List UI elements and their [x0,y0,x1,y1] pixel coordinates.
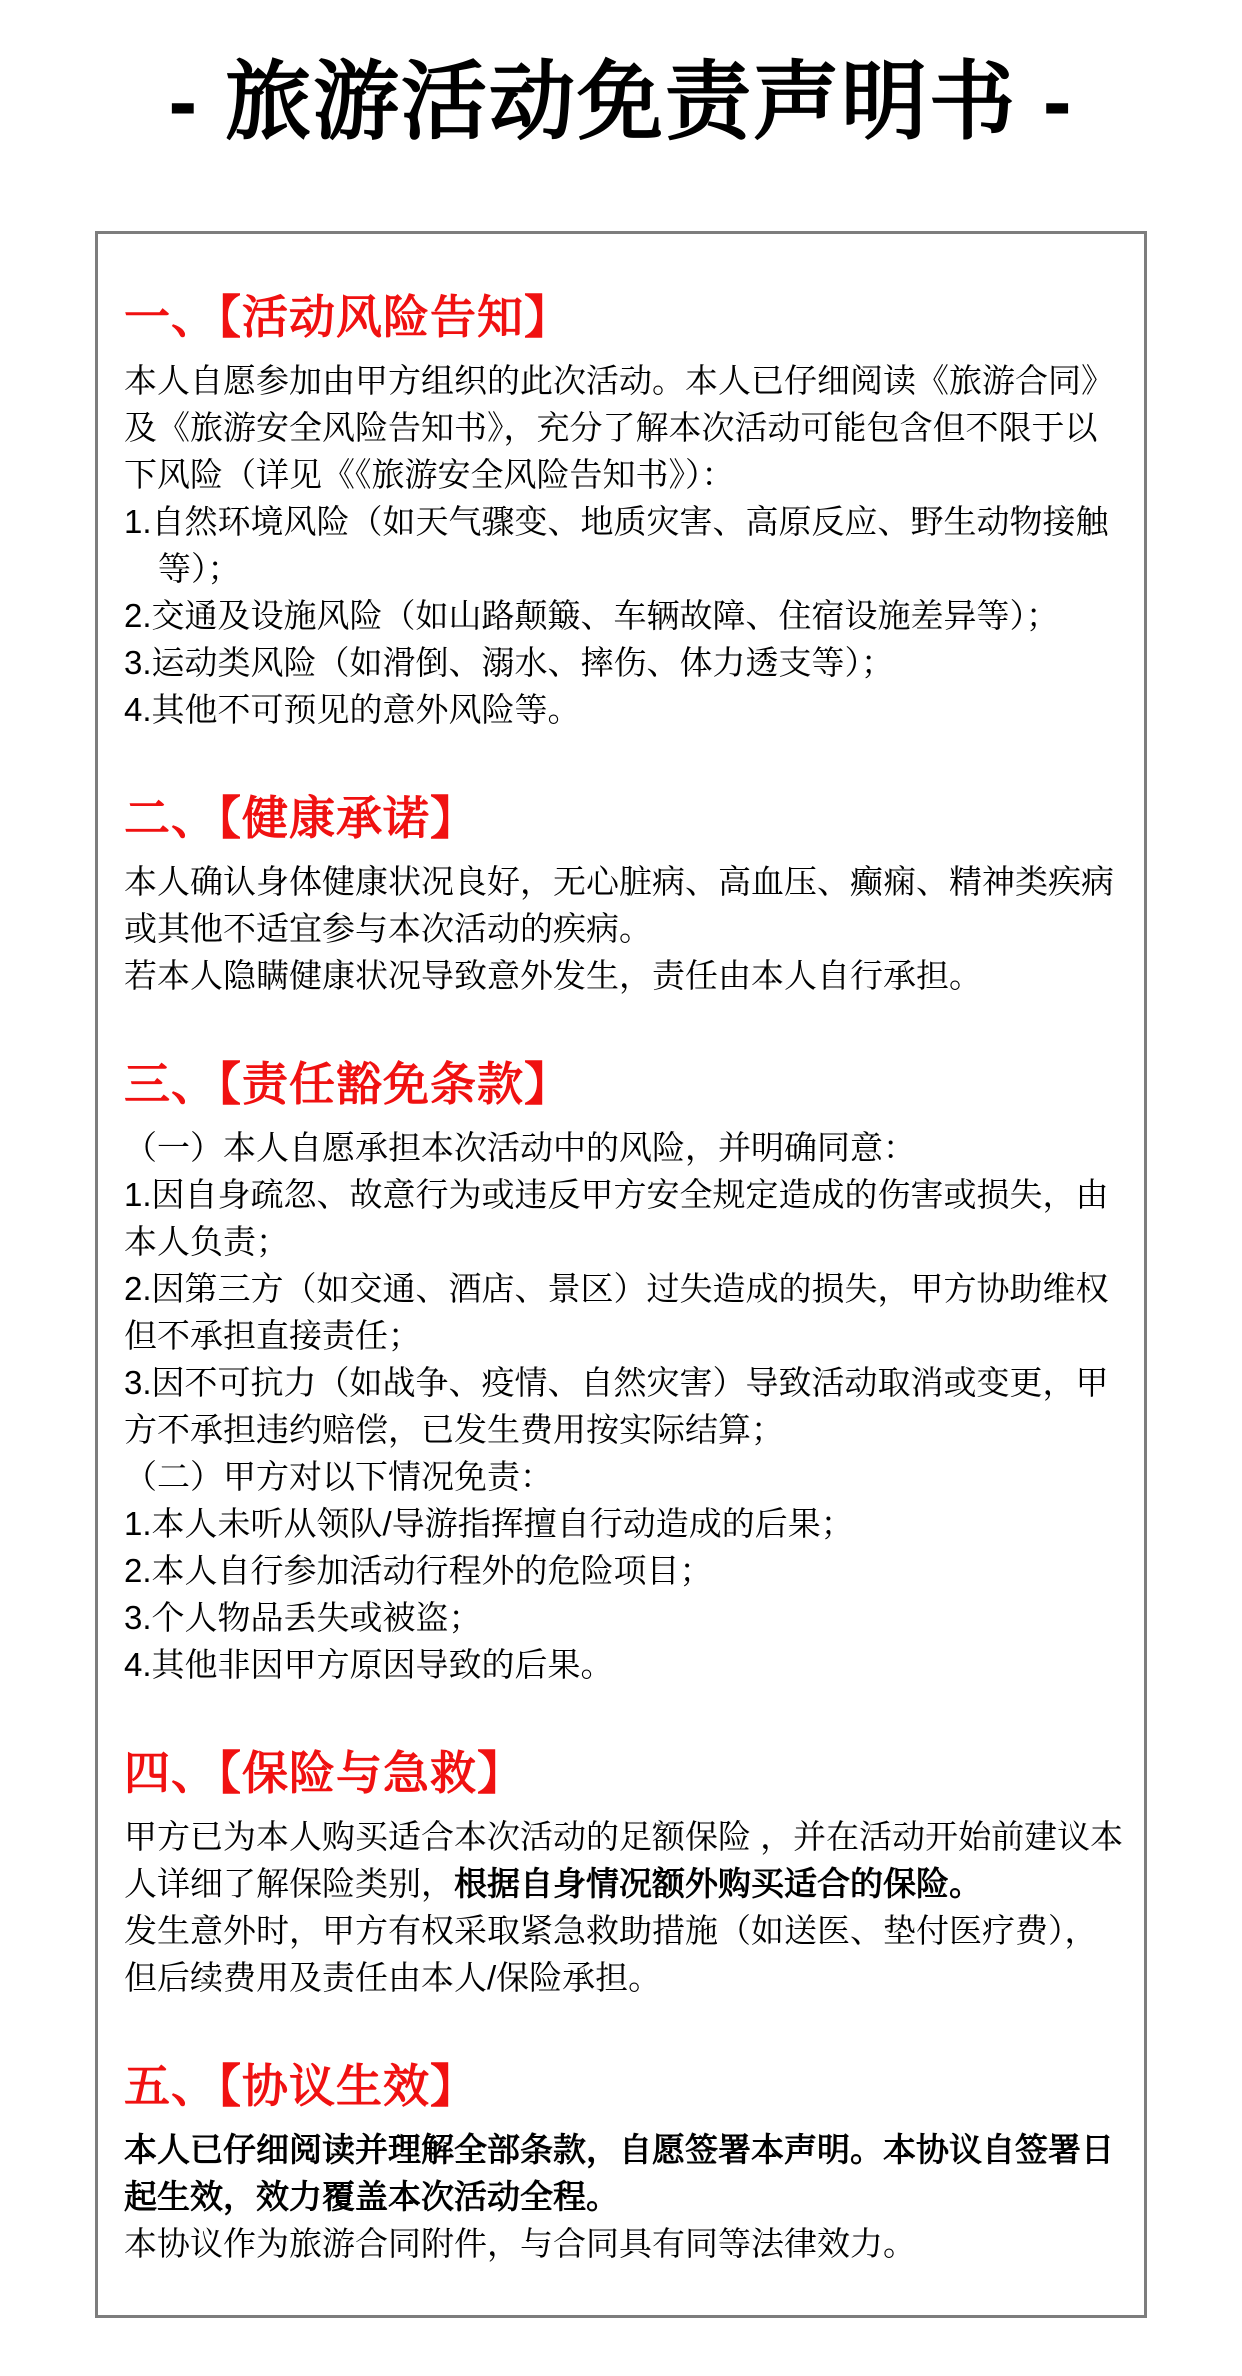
exemption-list-item: 4.其他非因甲方原因导致的后果。 [124,1646,614,1684]
risk-list-item: 2.交通及设施风险（如山路颠簸、车辆故障、住宿设施差异等）； [124,597,1060,635]
section-5-heading: 五、【协议生效】 [124,2060,477,2113]
document-title: - 旅游活动免责声明书 - [168,54,1074,150]
section-liability-waiver [124,1057,1124,1688]
risk-list-item: 1.自然环境风险（如天气骤变、地质灾害、高原反应、野生动物接触等）； [124,503,1109,588]
risk-list-item: 3.运动类风险（如滑倒、溺水、摔伤、体力透支等）； [124,644,895,682]
exemption-list-item: 3.个人物品丢失或被盗； [124,1599,482,1637]
paragraph-regular-part: 甲方已为本人购买适合本次活动的足额保险 ，并在活动开始前建议本人详细了解保险类别， [124,1818,1124,1903]
section-1-heading: 一、【活动风险告知】 [124,291,571,344]
risk-list-item: 4.其他不可预见的意外风险等。 [124,691,581,729]
paragraph [124,1813,1124,1907]
paragraph: 本协议作为旅游合同附件，与合同具有同等法律效力。 [124,2225,916,2263]
paragraph-bold: 本人已仔细阅读并理解全部条款，自愿签署本声明。本协议自签署日起生效，效力覆盖本次活动全程。 [124,2131,1114,2216]
section-4-heading: 四、【保险与急救】 [124,1747,524,1800]
declaration-frame [95,231,1147,2318]
waiver-list-item: 1.因自身疏忽、故意行为或违反甲方安全规定造成的伤害或损失，由本人负责； [124,1176,1109,1261]
paragraph: 发生意外时，甲方有权采取紧急救助措施（如送医、垫付医疗费），但后续费用及责任由本人/保险承担。 [124,1912,1098,1997]
exemption-list-item: 1.本人未听从领队/导游指挥擅自行动造成的后果； [124,1505,854,1543]
paragraph-bold-part: 根据自身情况额外购买适合的保险。 [454,1865,982,1903]
paragraph: （二）甲方对以下情况免责： [124,1458,553,1496]
paragraph: （一）本人自愿承担本次活动中的风险，并明确同意： [124,1129,916,1167]
section-1-intro: 本人自愿参加由甲方组织的此次活动。本人已仔细阅读《旅游合同》及《旅游安全风险告知书》，充分了解本次活动可能包含但不限于以下风险（详见《《旅游安全风险告知书》）： [124,362,1114,494]
section-health-commitment [124,791,1124,999]
section-3-heading: 三、【责任豁免条款】 [124,1058,571,1111]
section-insurance-first-aid [124,1746,1124,2001]
waiver-list-item: 2.因第三方（如交通、酒店、景区）过失造成的损失，甲方协助维权但不承担直接责任； [124,1270,1109,1355]
paragraph: 若本人隐瞒健康状况导致意外发生，责任由本人自行承担。 [124,957,982,995]
section-activity-risk-notice [124,290,1124,733]
waiver-list-item: 3.因不可抗力（如战争、疫情、自然灾害）导致活动取消或变更，甲方不承担违约赔偿，已发生费用按实际结算； [124,1364,1109,1449]
exemption-list-item: 2.本人自行参加活动行程外的危险项目； [124,1552,713,1590]
section-agreement-effectiveness [124,2059,1124,2267]
section-2-heading: 二、【健康承诺】 [124,792,477,845]
paragraph: 本人确认身体健康状况良好，无心脏病、高血压、癫痫、精神类疾病或其他不适宜参与本次活动的疾病。 [124,863,1114,948]
